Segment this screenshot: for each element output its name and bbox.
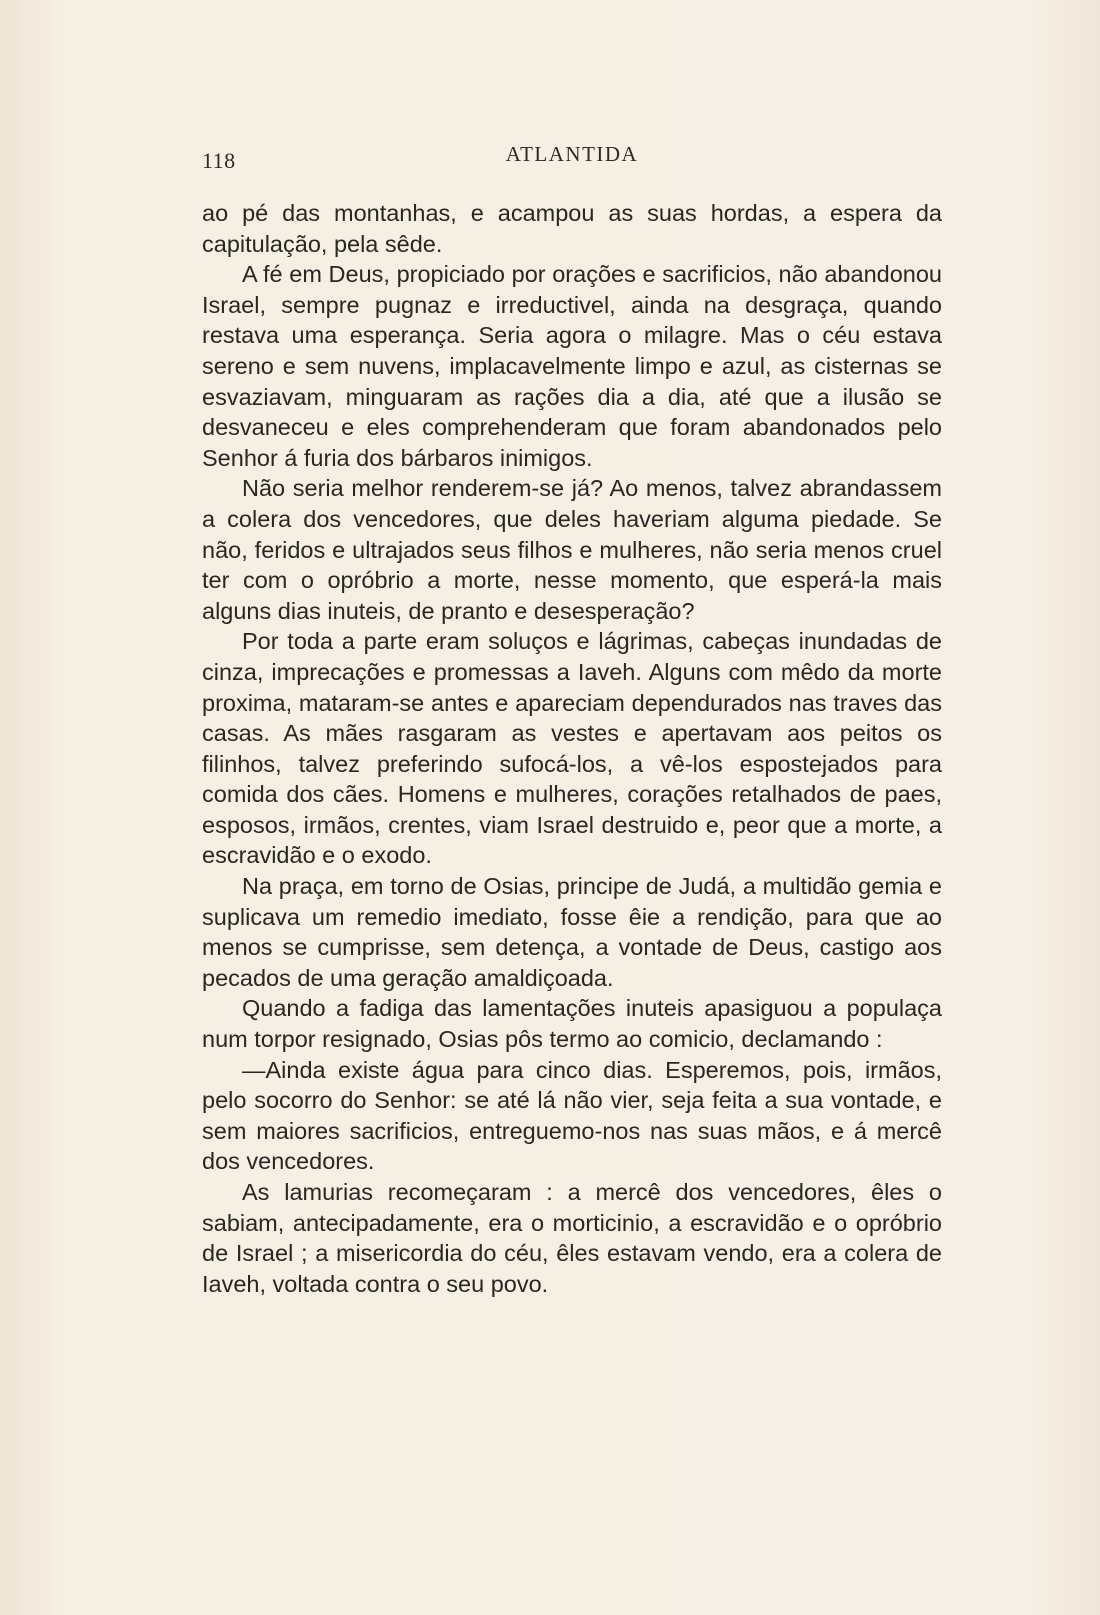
paragraph: A fé em Deus, propiciado por orações e sacrificios, não abandonou Israel, sempre pugnaz e irreductivel, ainda na desgraça, quando restava uma esperança. Seria agora o milagre. Mas o céu estava sereno e sem nuvens, implacavelmente limpo e azul, as cisternas se esvaziavam, minguaram as rações dia a dia, até que a ilusão se desvaneceu e eles comprehenderam que foram abandonados pelo Senhor á furia dos bárbaros inimigos. xyxy=(202,261,942,471)
page-number: 118 xyxy=(202,148,236,173)
paragraph: Quando a fadiga das lamentações inuteis apasiguou a populaça num torpor resignado, Osias pôs termo ao comicio, declamando : xyxy=(202,995,942,1053)
running-head xyxy=(202,142,942,176)
paragraph: Por toda a parte eram soluços e lágrimas, cabeças inundadas de cinza, imprecações e promessas a Iaveh. Alguns com mêdo da morte proxima, mataram-se antes e apareciam dependurados nas traves das casas. As mães rasgaram as vestes e apertavam aos peitos os filinhos, talvez preferindo sufocá-los, a vê-los espostejados para comida dos cães. Homens e mulheres, corações retalhados de paes, esposos, irmãos, crentes, viam Israel destruido e, peor que a morte, a escravidão e o exodo. xyxy=(202,628,942,869)
paragraph: As lamurias recomeçaram : a mercê dos vencedores, êles o sabiam, antecipadamente, era o morticinio, a escravidão e o opróbrio de Israel ; a misericordia do céu, êles estavam vendo, era a colera de Iaveh, voltada contra o seu povo. xyxy=(202,1179,942,1297)
body-text xyxy=(202,198,942,1299)
paragraph: ao pé das montanhas, e acampou as suas hordas, a espera da capitulação, pela sêde. xyxy=(202,200,942,257)
paragraph: Não seria melhor renderem-se já? Ao menos, talvez abrandassem a colera dos vencedores, que deles haveriam alguma piedade. Se não, feridos e ultrajados seus filhos e mulheres, não seria menos cruel ter com o opróbrio a morte, nesse momento, que esperá-la mais alguns dias inuteis, de pranto e desesperação? xyxy=(202,475,942,624)
paragraph: —Ainda existe água para cinco dias. Esperemos, pois, irmãos, pelo socorro do Senhor: se até lá não vier, seja feita a sua vontade, e sem maiores sacrificios, entreguemo-nos nas suas mãos, e á mercê dos vencedores. xyxy=(202,1056,942,1175)
book-title: ATLANTIDA xyxy=(505,142,639,166)
paragraph: Na praça, em torno de Osias, principe de Judá, a multidão gemia e suplicava um remedio imediato, fosse êie a rendição, para que ao menos se cumprisse, sem detença, a vontade de Deus, castigo aos pecados de uma geração amaldiçoada. xyxy=(202,873,942,991)
